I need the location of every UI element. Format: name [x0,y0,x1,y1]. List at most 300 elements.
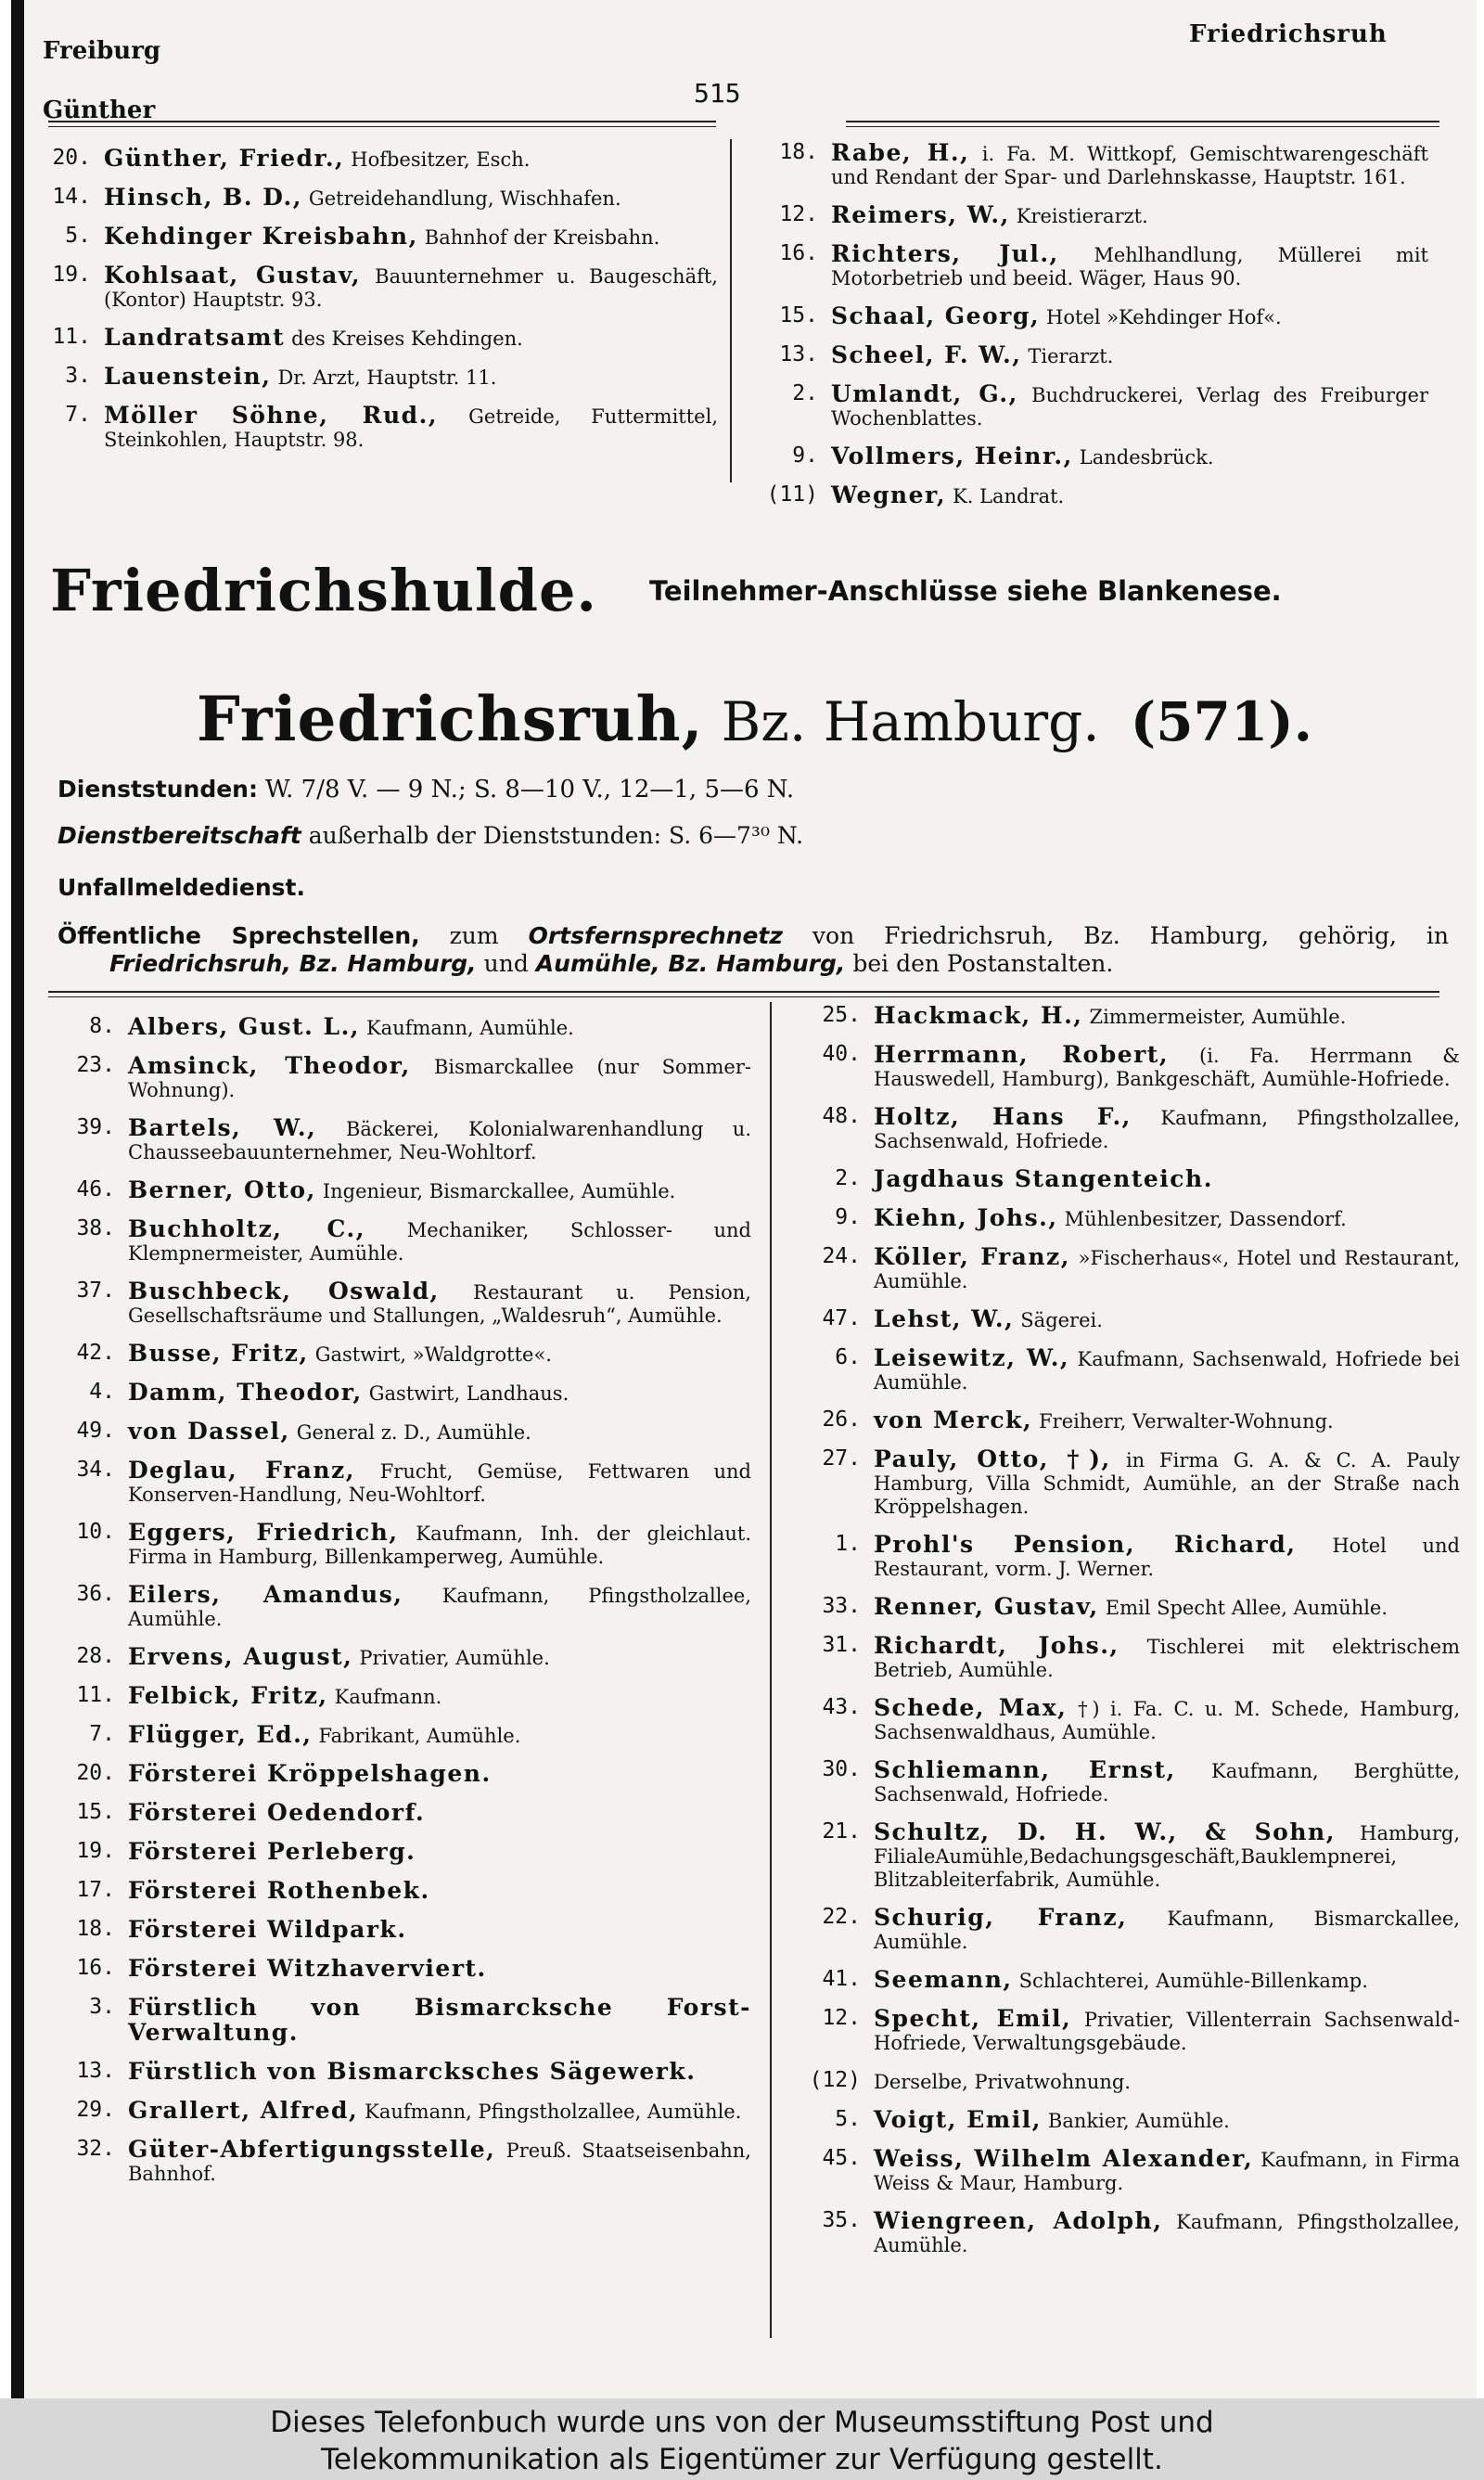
entry-number: 23. [76,1053,115,1077]
directory-entry [787,1634,1460,1682]
entry-text [874,1447,1460,1519]
entry-name: Fürstlich von Bismarcksche Forst-Verwaltung. [128,1994,751,2046]
entry-text [874,1906,1460,1954]
entry-number: 35. [822,2208,861,2232]
directory-entry [787,1820,1460,1892]
directory-entry [787,1758,1460,1806]
entry-name: Försterei Kröppelshagen. [128,1760,492,1787]
entry-name: Leisewitz, W., [874,1344,1070,1371]
header-rule-left [48,121,716,127]
directory-entry [744,343,1428,368]
entry-name: Schurig, Franz, [874,1904,1128,1931]
entry-description: Mehlhandlung, Müllerei mit Motorbetrieb und beeid. Wäger, Haus 90. [831,244,1428,289]
entry-text [128,1178,751,1203]
entry-name: Pauly, Otto, †), [874,1446,1111,1472]
entry-text [831,444,1428,469]
entry-description: Kaufmann, Berghütte, Sachsenwald, Hofriede. [874,1760,1461,1805]
entry-text [104,225,718,250]
entry-name: Amsinck, Theodor, [128,1052,411,1079]
entry-text [831,141,1428,189]
entry-name: Schaal, Georg, [831,302,1041,329]
entry-text [104,147,718,172]
entry-name: Berner, Otto, [128,1176,316,1203]
directory-entry [787,1105,1460,1153]
directory-entry [17,404,718,452]
directory-entry [17,326,718,351]
entry-text [831,483,1428,508]
entry-text [104,365,718,390]
entry-text [874,1307,1460,1332]
dienststunden-line [58,776,1449,803]
entry-name: Deglau, Franz, [128,1457,355,1484]
directory-entry [744,304,1428,329]
entry-name: Günther, Friedr., [104,145,345,172]
entry-name: Bartels, W., [128,1114,317,1141]
entry-name: Damm, Theodor, [128,1379,363,1406]
entry-description: Hotel »Kehdinger Hof«. [1046,306,1282,328]
directory-entry [41,1957,751,1982]
entry-name: Seemann, [874,1966,1013,1993]
entry-number: 17. [76,1878,115,1902]
entry-number: 20. [76,1761,115,1785]
sprech-t3: und [483,950,529,977]
directory-entry [787,1245,1460,1293]
friedrichsruh-title: Friedrichsruh, [197,683,704,755]
entry-name: Köller, Franz, [874,1243,1070,1270]
directory-entry [41,1801,751,1826]
entry-name: Försterei Witzhaverviert. [128,1955,487,1982]
entry-text [128,1684,751,1709]
directory-entry [787,1968,1460,1993]
header-right-top: Friedrichsruh [1189,20,1388,48]
entry-description: Mühlenbesitzer, Dassendorf. [1064,1208,1347,1230]
entry-number: (11) [766,482,818,507]
entry-text [128,1279,751,1328]
entry-description: Bankier, Aumühle. [1047,2110,1230,2132]
entry-number: 37. [76,1279,115,1303]
entry-number: 41. [822,1967,861,1991]
entry-number: 29. [76,2098,115,2122]
sprech-i3: Aumühle, Bz. Hamburg, [535,950,846,977]
entry-text [128,1116,751,1164]
directory-entry [41,1684,751,1709]
freiburg-right-column [744,141,1428,522]
entry-number: 13. [779,342,818,366]
directory-entry [41,2138,751,2186]
entry-name: Vollmers, Heinr., [831,443,1073,469]
entry-number: 46. [76,1177,115,1201]
sprech-t4: bei den Postanstalten. [852,950,1114,977]
entry-text [128,1645,751,1670]
entry-text [104,186,718,211]
entry-description: in Firma G. A. & C. A. Pauly Hamburg, Villa Schmidt, Aumühle, an der Straße nach Kröppelshagen. [874,1449,1460,1518]
entry-name: Voigt, Emil, [874,2106,1042,2133]
entry-text [128,1054,751,1102]
header-rule-right [846,121,1439,127]
sprech-t2: von Friedrichsruh, Bz. Hamburg, gehörig, in [812,922,1449,949]
entry-text [128,1801,751,1826]
entry-number: 26. [822,1407,861,1432]
entry-text [874,1245,1460,1293]
friedrichsruh-column-divider [770,1002,772,2338]
entry-number: 39. [76,1115,115,1139]
directory-entry [41,1015,751,1040]
footer-line-1: Dieses Telefonbuch wurde uns von der Museumsstiftung Post und [270,2406,1214,2439]
entry-number: 19. [52,263,91,287]
entry-number: 42. [76,1341,115,1365]
directory-page [11,0,1477,2398]
entry-description: des Kreises Kehdingen. [291,328,523,350]
entry-name: Försterei Oedendorf. [128,1799,426,1826]
entry-number: 7. [89,1722,115,1746]
directory-entry [41,1116,751,1164]
entry-name: Buschbeck, Oswald, [128,1278,440,1304]
directory-entry [744,382,1428,430]
entry-text [874,2069,1460,2094]
entry-number: 31. [822,1633,861,1657]
entry-description: Frucht, Gemüse, Fettwaren und Konserven-Handlung, Neu-Wohltorf. [128,1460,751,1506]
entry-description: »Fischerhaus«, Hotel und Restaurant, Aumühle. [874,1247,1460,1292]
entry-name: Albers, Gust. L., [128,1013,360,1040]
entry-text [831,382,1428,430]
entry-name: Ervens, August, [128,1643,353,1670]
entry-text [128,2099,751,2124]
entry-text [831,203,1428,228]
directory-entry [744,203,1428,228]
entry-text [128,1420,751,1445]
entry-text [874,1595,1460,1620]
entry-text [128,1957,751,1982]
entry-number: 12. [779,202,818,226]
directory-entry [787,1595,1460,1620]
entry-number: 6. [835,1345,861,1369]
entry-number: 5. [835,2107,861,2131]
sprech-t1: zum [449,922,499,949]
entry-number: 2. [835,1166,861,1190]
dienstbereitschaft-label: Dienstbereitschaft [58,822,301,849]
entry-description: Emil Specht Allee, Aumühle. [1105,1597,1388,1619]
friedrichsruh-code: (571). [1130,690,1312,753]
directory-entry [17,263,718,312]
directory-entry [787,2209,1460,2257]
entry-name: Prohl's Pension, Richard, [874,1531,1297,1558]
directory-entry [41,1420,751,1445]
entry-description: Freiherr, Verwalter-Wohnung. [1039,1410,1334,1433]
directory-entry [41,1996,751,2046]
friedrichshulde-note: Teilnehmer-Anschlüsse siehe Blankenese. [649,575,1282,607]
entry-name: Kehdinger Kreisbahn, [104,223,418,250]
entry-text [874,1758,1460,1806]
entry-number: 15. [76,1800,115,1824]
directory-entry [41,1723,751,1748]
entry-text [874,1533,1460,1581]
entry-name: Landratsamt [104,324,286,351]
directory-entry [41,1054,751,1102]
entry-number: (12) [809,2068,861,2092]
directory-entry [41,1583,751,1631]
entry-number: 9. [835,1205,861,1229]
directory-entry [41,1918,751,1943]
entry-number: 16. [779,241,818,265]
sprech-label: Öffentliche Sprechstellen, [58,922,420,949]
entry-number: 47. [822,1306,861,1330]
entry-number: 2. [792,381,818,405]
entry-number: 7. [65,403,91,427]
entry-description: Hofbesitzer, Esch. [351,148,531,171]
entry-number: 20. [52,146,91,170]
entry-description: Bismarckallee (nur Sommer-Wohnung). [128,1056,751,1101]
entry-number: 16. [76,1956,115,1980]
entry-name: Schede, Max, [874,1694,1068,1721]
entry-text [831,343,1428,368]
entry-number: 18. [779,140,818,164]
sprechstellen-paragraph [58,922,1449,978]
entry-number: 43. [822,1695,861,1719]
directory-entry [41,1458,751,1507]
entry-description: Derselbe, Privatwohnung. [874,2071,1131,2093]
entry-number: 8. [89,1014,115,1038]
directory-entry [17,225,718,250]
entry-number: 4. [89,1380,115,1404]
entry-text [874,1206,1460,1231]
entry-name: Specht, Emil, [874,2005,1072,2032]
directory-entry [41,2099,751,2124]
entry-number: 3. [65,364,91,388]
friedrichsruh-rule [48,991,1439,997]
directory-entry [41,1840,751,1865]
directory-entry [744,483,1428,508]
friedrichshulde-title: Friedrichshulde. [50,557,597,624]
directory-entry [41,1178,751,1203]
entry-number: 11. [76,1683,115,1707]
entry-description: Bahnhof der Kreisbahn. [424,226,660,249]
entry-description: Getreide, Futtermittel, Steinkohlen, Hauptstr. 98. [104,405,719,451]
directory-entry [787,1346,1460,1394]
friedrichsruh-heading [197,683,1312,755]
entry-number: 30. [822,1757,861,1781]
entry-text [128,1342,751,1367]
entry-number: 13. [76,2059,115,2083]
entry-text [128,2060,751,2085]
entry-number: 25. [822,1003,861,1027]
entry-name: Renner, Gustav, [874,1593,1099,1620]
entry-description: Gastwirt, Landhaus. [368,1382,569,1405]
entry-number: 32. [76,2137,115,2161]
entry-description: Kaufmann, Pfingstholzallee, Aumühle. [874,2211,1460,2256]
entry-text [874,2209,1460,2257]
entry-number: 10. [76,1520,115,1544]
entry-number: 38. [76,1216,115,1240]
entry-text [874,1820,1460,1892]
footer-line-2: Telekommunikation als Eigentümer zur Verfügung gestellt. [321,2443,1163,2476]
entry-description: K. Landrat. [953,485,1065,508]
entry-name: Rabe, H., [831,139,970,166]
directory-entry [787,2108,1460,2133]
entry-description: Dr. Arzt, Hauptstr. 11. [277,366,497,389]
entry-description: General z. D., Aumühle. [296,1421,531,1444]
entry-text [874,1004,1460,1029]
entry-description: i. Fa. M. Wittkopf, Gemischtwarengeschäft und Rendant der Spar- und Darlehnskasse, Hauptstr. 161. [831,143,1429,188]
entry-name: Hinsch, B. D., [104,184,302,211]
entry-text [874,1634,1460,1682]
entry-description: Mechaniker, Schlosser- und Klempnermeister, Aumühle. [128,1219,751,1265]
entry-description: Kaufmann, in Firma Weiss & Maur, Hamburg. [874,2149,1461,2194]
entry-description: Kaufmann, Inh. der gleichlaut. Firma in Hamburg, Billenkamperweg, Aumühle. [128,1523,752,1568]
directory-entry [787,2069,1460,2094]
directory-entry [787,1167,1460,1192]
entry-description: Bauunternehmer u. Baugeschäft, (Kontor) Hauptstr. 93. [104,265,718,311]
entry-number: 48. [822,1104,861,1128]
entry-number: 27. [822,1446,861,1471]
entry-name: Umlandt, G., [831,380,1018,407]
entry-text [128,1217,751,1266]
entry-name: Grallert, Alfred, [128,2097,359,2124]
entry-name: Kohlsaat, Gustav, [104,262,362,289]
entry-description: Preuß. Staatseisenbahn, Bahnhof. [128,2139,751,2185]
entry-name: Möller Söhne, Rud., [104,402,439,429]
entry-text [128,1723,751,1748]
friedrichsruh-region: Bz. Hamburg. [721,690,1100,753]
directory-entry [41,1645,751,1670]
entry-name: Schliemann, Ernst, [874,1756,1176,1783]
entry-name: Flügger, Ed., [128,1721,313,1748]
header-left-top: Freiburg [43,37,161,65]
entry-name: Scheel, F. W., [831,341,1022,368]
entry-description: Kaufmann, Pfingstholzallee, Aumühle. [128,1585,751,1630]
entry-name: Weiss, Wilhelm Alexander, [874,2145,1254,2172]
entry-text [874,2007,1460,2055]
entry-name: Holtz, Hans F., [874,1103,1132,1130]
entry-number: 49. [76,1419,115,1443]
friedrichsruh-right-column [787,1004,1460,2271]
entry-number: 1. [835,1532,861,1556]
dienststunden-text: W. 7/8 V. — 9 N.; S. 8—10 V., 12—1, 5—6 N. [264,776,795,803]
entry-number: 36. [76,1582,115,1606]
entry-name: Richardt, Johs., [874,1632,1119,1659]
entry-description: Kaufmann, Bismarckallee, Aumühle. [874,1908,1460,1953]
dienstbereitschaft-line [58,822,1449,850]
entry-number: 3. [89,1995,115,2019]
entry-text [128,1458,751,1507]
entry-name: Hackmack, H., [874,1002,1083,1029]
entry-number: 14. [52,185,91,209]
directory-entry [17,186,718,211]
entry-name: Eggers, Friedrich, [128,1519,399,1546]
entry-description: Kaufmann, Aumühle. [365,1017,574,1039]
directory-entry [17,147,718,172]
entry-description: Kaufmann. [334,1686,442,1708]
dienststunden-label: Dienststunden: [58,776,258,803]
entry-number: 28. [76,1644,115,1668]
sprech-i1: Ortsfernsprechnetz [528,922,783,949]
entry-text [128,1381,751,1406]
entry-name: Wiengreen, Adolph, [874,2207,1163,2234]
entry-number: 19. [76,1839,115,1863]
entry-description: (i. Fa. Herrmann & Hauswedell, Hamburg), Bankgeschäft, Aumühle-Hofriede. [874,1045,1460,1090]
entry-number: 24. [822,1244,861,1268]
directory-entry [787,1307,1460,1332]
entry-description: Tischlerei mit elektrischem Betrieb, Aumühle. [874,1636,1460,1681]
entry-text [874,1167,1460,1192]
entry-name: Busse, Fritz, [128,1340,309,1367]
entry-name: Lehst, W., [874,1305,1015,1332]
dienstbereitschaft-text: außerhalb der Dienststunden: S. 6—7³⁰ N. [308,822,804,849]
entry-name: Felbick, Fritz, [128,1682,328,1709]
entry-description: Kaufmann, Pfingstholzallee, Sachsenwald, Hofriede. [874,1107,1461,1152]
directory-entry [41,1279,751,1328]
directory-entry [41,2060,751,2085]
entry-text [128,1762,751,1787]
entry-description: Hotel und Restaurant, vorm. J. Werner. [874,1535,1460,1580]
entry-name: von Merck, [874,1407,1033,1433]
entry-description: Landesbrück. [1079,446,1214,469]
directory-entry [787,1533,1460,1581]
entry-text [874,1043,1460,1091]
entry-text [104,263,718,312]
freiburg-left-column [17,147,718,466]
unfall-label: Unfallmeldedienst. [58,874,305,901]
directory-entry [787,1408,1460,1433]
directory-entry [744,141,1428,189]
entry-name: Güter-Abfertigungsstelle, [128,2136,496,2163]
entry-text [874,1968,1460,1993]
entry-number: 40. [822,1042,861,1066]
entry-name: Försterei Wildpark. [128,1916,407,1943]
entry-name: Eilers, Amandus, [128,1581,403,1608]
entry-description: Tierarzt. [1028,345,1114,367]
entry-number: 9. [792,443,818,468]
entry-text [128,1996,751,2046]
directory-entry [787,1906,1460,1954]
entry-name: Buchholtz, C., [128,1215,365,1242]
entry-number: 12. [822,2006,861,2030]
directory-entry [41,1217,751,1266]
entry-name: Reimers, W., [831,201,1010,228]
archive-footer [0,2398,1484,2480]
entry-description: Hamburg, FilialeAumühle,Bedachungsgeschäft,Bauklempnerei, Blitzableiterfabrik, Aumühle. [874,1822,1461,1891]
entry-name: Herrmann, Robert, [874,1041,1170,1068]
entry-text [128,1015,751,1040]
directory-entry [744,444,1428,469]
entry-text [128,1840,751,1865]
entry-name: von Dassel, [128,1418,290,1445]
entry-description: †) i. Fa. C. u. M. Schede, Hamburg, Sachsenwaldhaus, Aumühle. [874,1698,1461,1743]
entry-text [104,326,718,351]
entry-description: Fabrikant, Aumühle. [318,1725,521,1747]
entry-name: Schultz, D. H. W., & Sohn, [874,1818,1336,1845]
entry-description: Privatier, Villenterrain Sachsenwald-Hofriede, Verwaltungsgebäude. [874,2009,1461,2054]
entry-description: Restaurant u. Pension, Gesellschaftsräume und Stallungen, „Waldesruh“, Aumühle. [128,1281,751,1327]
entry-description: Zimmermeister, Aumühle. [1089,1006,1347,1028]
entry-number: 22. [822,1905,861,1929]
entry-description: Ingenieur, Bismarckallee, Aumühle. [322,1180,676,1202]
entry-number: 34. [76,1458,115,1482]
entry-description: Privatier, Aumühle. [359,1647,550,1669]
directory-entry [17,365,718,390]
directory-entry [41,1879,751,1904]
entry-text [104,404,718,452]
directory-entry [41,1762,751,1787]
directory-entry [787,1043,1460,1091]
page-number: 515 [694,78,741,109]
directory-entry [41,1521,751,1569]
entry-name: Jagdhaus Stangenteich. [874,1165,1213,1192]
entry-number: 11. [52,325,91,349]
entry-description: Schlachterei, Aumühle-Billenkamp. [1018,1970,1368,1992]
directory-entry [744,242,1428,290]
directory-entry [41,1381,751,1406]
entry-number: 18. [76,1917,115,1941]
